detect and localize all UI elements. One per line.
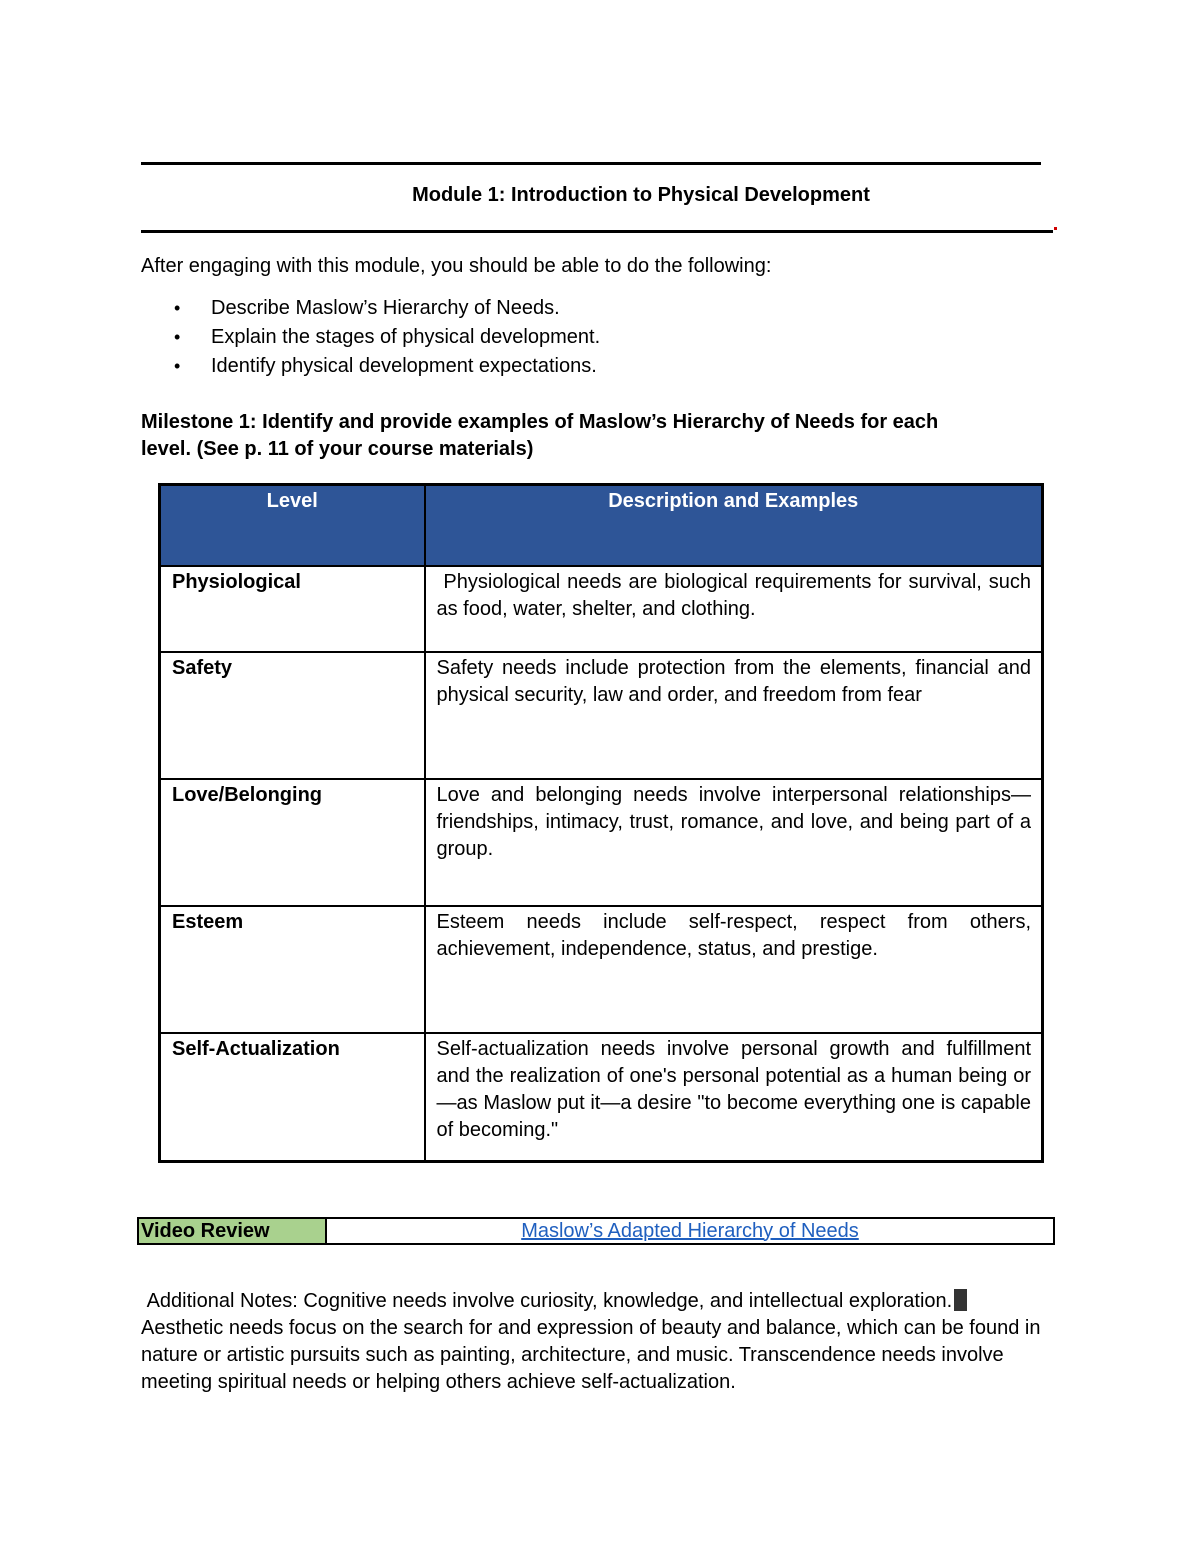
milestone-line-2: level. (See p. 11 of your course materials)	[141, 438, 534, 460]
text-cursor-icon	[954, 1289, 967, 1311]
module-title: Module 1: Introduction to Physical Development	[412, 184, 870, 206]
needs-table	[158, 483, 1044, 1163]
description-cell: Safety needs include protection from the elements, financial and physical security, law and order, and freedom from fear	[425, 652, 1043, 779]
bullet-icon: •	[174, 327, 181, 347]
table-row	[160, 1033, 1043, 1161]
level-cell: Safety	[160, 652, 425, 779]
column-header-level: Level	[160, 485, 425, 567]
list-item	[170, 294, 600, 323]
video-link[interactable]: Maslow’s Adapted Hierarchy of Needs	[521, 1219, 859, 1242]
notes-body: Aesthetic needs focus on the search for and expression of beauty and balance, which can be found in nature or artistic pursuits such as painting, architecture, and music. Transcendence needs involve meeting spiritual needs or helping others achieve self-actualization.	[141, 1317, 1041, 1393]
red-marker	[1054, 227, 1057, 230]
description-cell: Esteem needs include self-respect, respect from others, achievement, independence, status, and prestige.	[425, 906, 1043, 1033]
description-cell: Self-actualization needs involve personal growth and fulfillment and the realization of one's personal potential as a human being or—as Maslow put it—a desire "to become everything one is capable of becoming."	[425, 1033, 1043, 1161]
milestone-heading	[141, 409, 1041, 463]
description-cell: Physiological needs are biological requirements for survival, such as food, water, shelter, and clothing.	[425, 566, 1043, 652]
milestone-line-1: Milestone 1: Identify and provide examples of Maslow’s Hierarchy of Needs for each	[141, 411, 939, 433]
objective-text: Describe Maslow’s Hierarchy of Needs.	[211, 297, 560, 319]
video-review-table	[137, 1217, 1055, 1245]
bullet-icon: •	[174, 298, 181, 318]
level-cell: Esteem	[160, 906, 425, 1033]
objective-text: Explain the stages of physical development.	[211, 326, 601, 348]
additional-notes	[141, 1288, 1041, 1396]
table-row	[160, 566, 1043, 652]
description-cell: Love and belonging needs involve interpersonal relationships—friendships, intimacy, trust, romance, and love, and being part of a group.	[425, 779, 1043, 906]
level-cell: Self-Actualization	[160, 1033, 425, 1161]
table-header-row	[160, 485, 1043, 567]
notes-line-1: Additional Notes: Cognitive needs involve curiosity, knowledge, and intellectual exploration.	[141, 1290, 953, 1312]
bullet-icon: •	[174, 356, 181, 376]
video-review-label: Video Review	[138, 1218, 326, 1244]
table-row	[160, 652, 1043, 779]
objective-text: Identify physical development expectations.	[211, 355, 597, 377]
intro-text: After engaging with this module, you should be able to do the following:	[141, 255, 772, 277]
level-cell: Physiological	[160, 566, 425, 652]
table-row	[160, 779, 1043, 906]
list-item	[170, 323, 600, 352]
column-header-description: Description and Examples	[425, 485, 1043, 567]
top-divider-line	[141, 162, 1041, 165]
list-item	[170, 352, 600, 381]
table-row	[160, 906, 1043, 1033]
video-link-cell	[326, 1218, 1054, 1244]
bottom-divider-line	[141, 230, 1053, 233]
video-review-row	[138, 1218, 1054, 1244]
level-cell: Love/Belonging	[160, 779, 425, 906]
objectives-list	[170, 294, 600, 381]
